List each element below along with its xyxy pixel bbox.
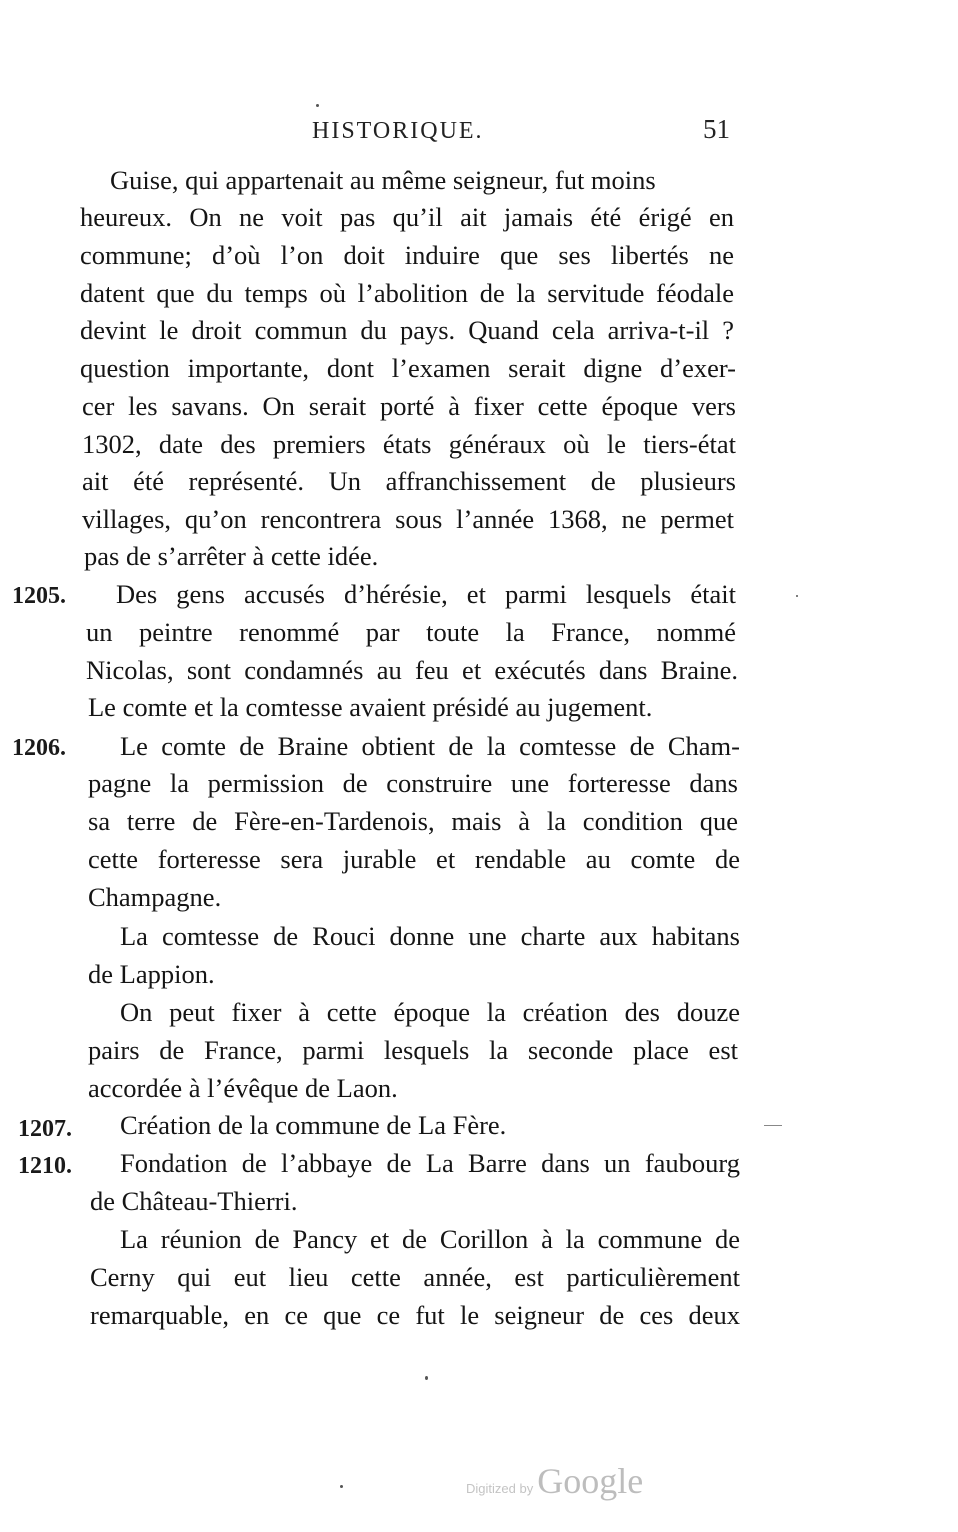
text-line: On peut fixer à cette époque la création des douze [120,997,740,1027]
year-marker: 1207. [18,1116,72,1142]
text-line: pas de s’arrêter à cette idée. [84,541,379,571]
text-line: heureux. On ne voit pas qu’il ait jamais été érigé en [80,202,734,232]
text-line: de Lappion. [88,959,215,989]
text-line: ait été représenté. Un affranchissement de plusieurs [82,466,736,496]
scan-speck [796,595,798,597]
scan-speck [316,104,319,107]
text-line: Le comte et la comtesse avaient présidé au jugement. [88,692,653,722]
text-line: Guise, qui appartenait au même seigneur, fut moins [110,165,656,195]
text-line: sa terre de Fère-en-Tardenois, mais à la condition que [88,806,738,836]
text-line: devint le droit commun du pays. Quand cela arriva-t-il ? [80,315,734,345]
text-line: question importante, dont l’examen serait digne d’exer- [80,353,736,383]
text-line: Le comte de Braine obtient de la comtesse de Cham- [120,731,740,761]
text-line: Cerny qui eut lieu cette année, est particulièrement [90,1262,740,1292]
text-line: Des gens accusés d’hérésie, et parmi lesquels était [116,579,736,609]
text-line: cette forteresse sera jurable et rendable au comte de [88,844,740,874]
text-line: villages, qu’on rencontrera sous l’année 1368, ne permet [82,504,734,534]
text-line: La comtesse de Rouci donne une charte aux habitans [120,921,740,951]
text-line: Création de la commune de La Fère. [120,1110,507,1140]
text-line: La réunion de Pancy et de Corillon à la commune de [120,1224,740,1254]
text-line: datent que du temps où l’abolition de la servitude féodale [80,278,734,308]
page-number: 51 [703,114,730,144]
text-line: Nicolas, sont condamnés au feu et exécutés dans Braine. [86,655,738,685]
text-line: 1302, date des premiers états généraux où le tiers-état [82,429,736,459]
year-marker: 1210. [18,1153,72,1179]
text-line: cer les savans. On serait porté à fixer cette époque vers [82,391,736,421]
text-line: pairs de France, parmi lesquels la seconde place est [88,1035,738,1065]
text-line: accordée à l’évêque de Laon. [88,1073,398,1103]
text-line: commune; d’où l’on doit induire que ses libertés ne [80,240,734,270]
scan-speck [425,1376,428,1380]
watermark-logo: Google [537,1461,644,1501]
digitized-watermark [466,1460,643,1502]
running-title: HISTORIQUE. [312,118,484,144]
text-line: pagne la permission de construire une forteresse dans [88,768,738,798]
text-line: un peintre renommé par toute la France, nommé [86,617,736,647]
scan-speck [764,1125,782,1126]
text-line: de Château-Thierri. [90,1186,298,1216]
year-marker: 1205. [12,583,66,609]
watermark-prefix: Digitized by [466,1481,534,1496]
text-line: Champagne. [88,882,222,912]
scan-speck [340,1485,343,1488]
year-marker: 1206. [12,735,66,761]
text-line: Fondation de l’abbaye de La Barre dans un faubourg [120,1148,740,1178]
text-line: remarquable, en ce que ce fut le seigneur de ces deux [90,1300,740,1330]
